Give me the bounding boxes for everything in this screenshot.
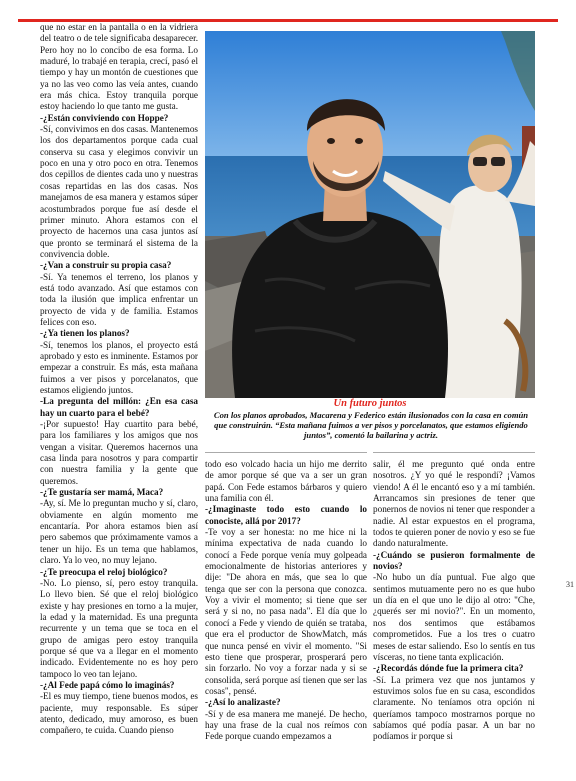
article-column-3 (373, 459, 535, 743)
interview-paragraph: -¡Por supuesto! Hay cuartito para bebé, para los familiares y los amigos que nos vengan a visitar. Queremos hacernos una casa linda para nosotros y para compartir con nuestra familia y la gente que queremos. (40, 419, 198, 486)
interview-paragraph: -Te voy a ser honesta: no me hice ni la mínima expectativa de nada cuando lo conocí a Fede porque venía muy golpeada emocionalmente de historias anteriores y dije: "De ahora en más, que sea lo que tenga que ser con la persona que conozca. Voy a vivir el momento; si tiene que ser será y si no, no pasa nada". El día que lo conocí a Fede y viendo de quién se trataba, que era el productor de ShowMatch, más que nunca pensé en vivir el momento. "Si esto tiene que prosperar, prosperará pero sin forzarlo. No voy a forzar nada y si se consolida, será porque así tienen que ser las cosas", pensé. (205, 527, 367, 696)
article-column-1 (40, 22, 198, 737)
couple-photo (205, 31, 535, 398)
interview-question: -¿Imaginaste todo esto cuando lo conociste, allá por 2017? (205, 504, 367, 526)
interview-question: -¿Recordás dónde fue la primera cita? (373, 663, 524, 674)
interview-paragraph: -No. Lo pienso, sí, pero estoy tranquila. Lo llevo bien. Sé que el reloj biológico existe y hay presiones en torno a la mujer, la edad y la maternidad. Es una pregunta recurrente y un tema que se toca en el grupo de amigas pero estoy tranquila porque sé que va a llegar en el momento indicado. Evidentemente no es hoy pero tampoco lo veo tan lejano. (40, 577, 198, 679)
interview-question: -¿Cuándo se pusieron formalmente de novios? (373, 549, 535, 572)
interview-question: -¿Te preocupa el reloj biológico? (40, 566, 168, 577)
interview-paragraph: -Sí. Ya tenemos el terreno, los planos y está todo avanzado. Así que estamos con toda la ilusión que implica enfrentar un proyecto de vida y de familia. Estamos felices con eso. (40, 271, 198, 327)
caption-divider-right (373, 452, 535, 453)
interview-question: -¿Así lo analizaste? (205, 697, 281, 708)
interview-question: -La pregunta del millón: ¿En esa casa hay un cuarto para el bebé? (40, 396, 198, 418)
interview-question: -¿Van a construir su propia casa? (40, 260, 172, 271)
interview-paragraph: que no estar en la pantalla o en la vidriera del teatro o de tele significaba desaparecer. Pero hoy no lo concibo de esa forma. Lo maduré, lo trabajé en terapia, crecí, pasó el tiempo y hay un montón de cuestiones que ya no las veo como las veía antes, cuando era más chica. Estoy tranquila porque estoy haciendo lo que tanto me gusta. (40, 22, 198, 112)
interview-question: -¿Ya tienen los planos? (40, 328, 130, 339)
page-number: 31 (566, 580, 574, 589)
photo-caption-text: Con los planos aprobados, Macarena y Federico están ilusionados con la casa en común que construirán. “Esta mañana fuimos a ver pisos y porcelanatos, que estamos eligiendo juntos”, comentó la bailarina y actriz. (213, 410, 529, 441)
interview-paragraph: salir, él me pregunto qué onda entre nosotros. ¿Y yo qué le respondí? ¡Vamos viendo! A él le encantó eso y a mí también. Arrancamos sin presiones de tener que ponernos de novios ni tener que responder a nadie. Al estar expuestos en el programa, todos te quieren poner de novio y eso se fue dando naturalmente. (373, 459, 536, 549)
interview-question: -¿Al Fede papá cómo lo imaginás? (40, 679, 175, 690)
interview-paragraph: -Ay, sí. Me lo preguntan mucho y sí, claro, obviamente en algún momento me encantaría. Por ahora estamos bien así pero sabemos que próximamente vamos a tener un hijo. Es un tema que hablamos, claro. Ya lo veo, no muy lejano. (40, 498, 198, 566)
interview-paragraph: -Sí, tenemos los planos, el proyecto está aprobado y esto es inminente. Estamos por empezar a construir. Es más, esta mañana fuimos a ver pisos y porcelanatos, que estamos eligiendo juntos. (40, 339, 198, 395)
interview-paragraph: -Sí, convivimos en dos casas. Mantenemos los dos departamentos porque cada cual conserva su casa y elegimos convivir un poco en una y otro poco en otra. Tenemos dos cepillos de dientes cada uno y nuestras cosas repartidas en las dos casas. Nos manejamos de esa manera y estamos súper acostumbrados porque fue así desde el primer minuto. Ahora estamos con el proyecto de hacernos una casa juntos así que pronto se terminará el sistema de la convivencia doble. (40, 124, 198, 259)
interview-paragraph: -El es muy tiempo, tiene buenos modos, es paciente, muy responsable. Es súper atento, dedicado, muy amoroso, es buen compañero, te cuida. Cuando pienso (40, 691, 198, 736)
interview-question: -¿Están conviviendo con Hoppe? (40, 112, 169, 123)
caption-divider-left (205, 452, 367, 453)
couple-photo-illustration (205, 31, 535, 398)
interview-paragraph: -Sí y de esa manera me manejé. De hecho, hay una frase de la cual nos reímos con Fede porque cuando empezamos a (205, 708, 367, 742)
interview-paragraph: -No hubo un día puntual. Fue algo que sentimos mutuamente pero no es que hubo un día en el que uno le dijo al otro: "Che, ¿querés ser mi novio?". En un momento, nos dos sentimos que estábamos comprometidos. Fue a los tres o cuatro meses de estar saliendo. Eso lo sentís en tus vísceras, no tiene tanta explicación. (373, 572, 535, 662)
photo-caption-title: Un futuro juntos (333, 398, 407, 409)
interview-question: -¿Te gustaría ser mamá, Maca? (40, 487, 164, 498)
article-column-2 (205, 459, 367, 743)
interview-paragraph: -Sí. La primera vez que nos juntamos y estuvimos solos fue en su casa, escondidos claramente. No teníamos otra opción ni queríamos tampoco mostrarnos porque no sabíamos qué podía pasar. A un bar no podíamos ir porque si (373, 674, 535, 742)
interview-paragraph: todo eso volcado hacia un hijo me derrito de amor porque sé que va a ser un gran papá. Con Fede estamos bárbaros y quiero una familia con él. (205, 459, 367, 504)
